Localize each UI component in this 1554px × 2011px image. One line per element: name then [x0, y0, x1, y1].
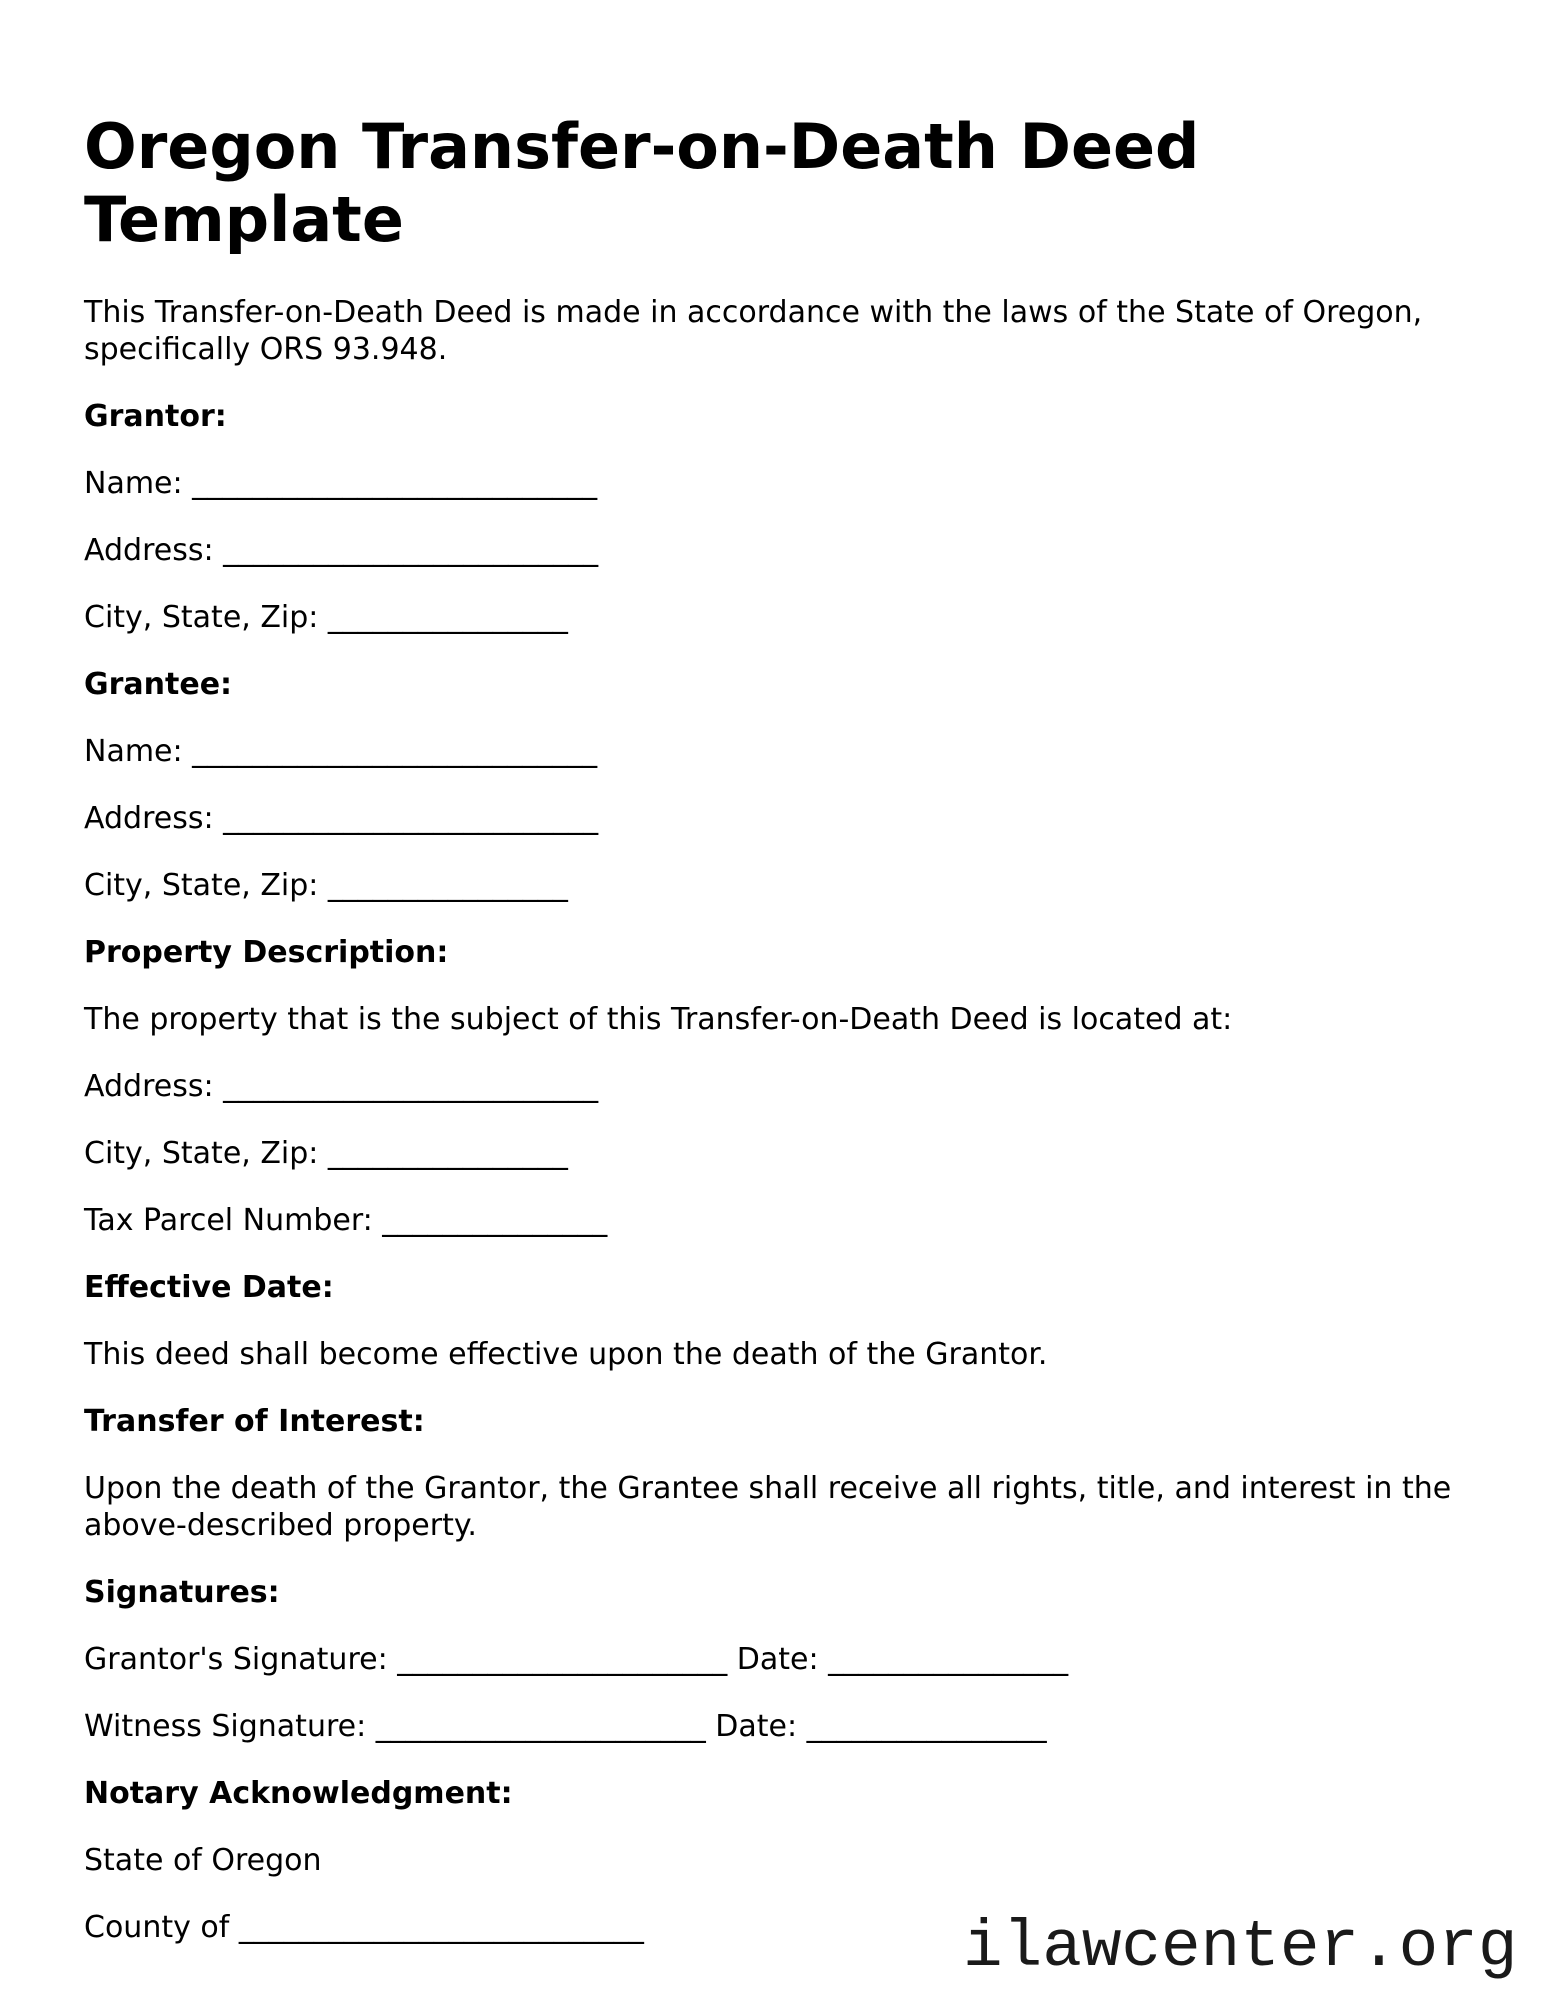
grantor-heading: Grantor:	[84, 399, 227, 434]
grantor-name-blank: ___________________________	[182, 466, 598, 501]
grantor-signature-blank: ______________________	[387, 1642, 737, 1677]
property-description-body: The property that is the subject of this Transfer-on-Death Deed is located at:	[84, 1002, 1233, 1037]
effective-date-heading: Effective Date:	[84, 1270, 334, 1305]
grantor-signature-row	[84, 1641, 1470, 1678]
county-blank: ___________________________	[229, 1910, 644, 1945]
property-address-blank: _________________________	[213, 1069, 599, 1104]
grantor-address-blank: _________________________	[213, 533, 599, 568]
property-city-label: City, State, Zip:	[84, 1136, 319, 1171]
grantee-name-row	[84, 733, 1470, 770]
effective-date-body: This deed shall become effective upon the death of the Grantor.	[84, 1337, 1048, 1372]
property-tax-parcel-row	[84, 1202, 1470, 1239]
witness-date-label: Date:	[715, 1709, 798, 1744]
property-description-heading: Property Description:	[84, 935, 449, 970]
grantor-city-blank: ________________	[318, 600, 568, 635]
grantor-name-row	[84, 465, 1470, 502]
grantor-signature-label: Grantor's Signature:	[84, 1642, 388, 1677]
grantor-date-blank: ________________	[818, 1642, 1069, 1677]
property-city-row	[84, 1135, 1470, 1172]
grantee-name-label: Name:	[84, 734, 183, 769]
grantee-address-label: Address:	[84, 801, 214, 836]
intro-paragraph: This Transfer-on-Death Deed is made in accordance with the laws of the State of Oregon, specifically ORS 93.948.	[84, 295, 1423, 367]
grantee-city-label: City, State, Zip:	[84, 868, 319, 903]
grantee-address-row	[84, 800, 1470, 837]
witness-date-blank: ________________	[797, 1709, 1047, 1744]
witness-signature-row	[84, 1708, 1470, 1745]
witness-signature-blank: ______________________	[366, 1709, 716, 1744]
grantee-city-row	[84, 867, 1470, 904]
tax-parcel-blank: _______________	[372, 1203, 608, 1238]
witness-signature-label: Witness Signature:	[84, 1709, 367, 1744]
grantee-address-blank: _________________________	[213, 801, 599, 836]
notary-state-line: State of Oregon	[84, 1843, 322, 1878]
grantor-date-label: Date:	[736, 1642, 819, 1677]
grantor-address-label: Address:	[84, 533, 214, 568]
grantor-city-label: City, State, Zip:	[84, 600, 319, 635]
grantor-address-row	[84, 532, 1470, 569]
notary-heading: Notary Acknowledgment:	[84, 1776, 513, 1811]
signatures-heading: Signatures:	[84, 1575, 280, 1610]
grantor-city-row	[84, 599, 1470, 636]
grantor-name-label: Name:	[84, 466, 183, 501]
document-title: Oregon Transfer-on-Death Deed Template	[84, 110, 1200, 256]
transfer-of-interest-body: Upon the death of the Grantor, the Grantee shall receive all rights, title, and interest in the above-described property.	[84, 1471, 1452, 1543]
grantee-city-blank: ________________	[318, 868, 568, 903]
ilawcenter-watermark: ilawcenter.org	[963, 1910, 1518, 1985]
tax-parcel-label: Tax Parcel Number:	[84, 1203, 373, 1238]
property-address-label: Address:	[84, 1069, 214, 1104]
grantee-name-blank: ___________________________	[182, 734, 598, 769]
county-label: County of	[84, 1910, 230, 1945]
transfer-of-interest-heading: Transfer of Interest:	[84, 1404, 425, 1439]
property-address-row	[84, 1068, 1470, 1105]
grantee-heading: Grantee:	[84, 667, 233, 702]
property-city-blank: ________________	[318, 1136, 568, 1171]
